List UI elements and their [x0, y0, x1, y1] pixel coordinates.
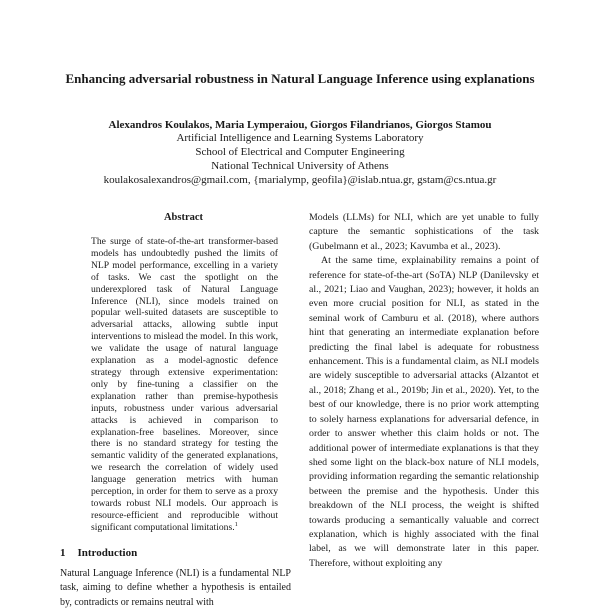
affiliation-lab: Artificial Intelligence and Learning Systems Laboratory	[176, 132, 424, 144]
introduction-paragraph: Natural Language Inference (NLI) is a fundamental NLP task, aiming to define whether a hypothesis is entailed by, contradicts or remains neutral with	[60, 568, 291, 608]
section-title: Introduction	[77, 547, 138, 559]
section-number: 1	[60, 547, 66, 559]
paragraph-explainability: At the same time, explainability remains a point of reference for state-of-the-art (SoTA) NLP (Danilevsky et al., 2021; Liao and Vaughan, 2023); however, it holds an even more crucial position for NLI, as stated in the seminal work of Camburu et al. (2018), where authors hint that generating an intermediate explanation before predicting the final label is adequate for robustness enhancement. This is a fundamental claim, as NLI models are widely susceptible to adversarial attacks (Alzantot et al., 2018; Zhang et al., 2019b; Jin et al., 2020). Yet, to the best of our knowledge, there is no prior work attempting to solely harness explanations for adversarial defence, in order to answer whether this claim holds or not. The additional power of intermediate explanations is that they shed some light on the black-box nature of NLI models, providing information regarding the semantic relationship between the premise and the hypothesis. Under this breakdown of the NLI process, the weight is shifted towards producing a semantically valuable and correct explanation, which is highly associated with the final label, as we will demonstrate later in this paper. Therefore, without exploiting any	[309, 255, 539, 569]
paragraph-continued: Models (LLMs) for NLI, which are yet unable to fully capture the semantic sophistications of the task (Gubelmann et al., 2023; Kavumba et al., 2023).	[309, 212, 539, 252]
paper-title: Enhancing adversarial robustness in Natural Language Inference using explanations	[65, 71, 535, 86]
affiliation-university: National Technical University of Athens	[211, 160, 389, 172]
abstract-body: The surge of state-of-the-art transformer-based models has undoubtedly pushed the limits of NLP model performance, excelling in a variety of tasks. We cast the spotlight on the underexplored task of Natural Language Inference (NLI), since models trained on popular well-suited datasets are susceptible to adversarial attacks, allowing subtle input interventions to mislead the model. In this work, we validate the usage of natural language explanation as a model-agnostic defence strategy through extensive experimentation: only by fine-tuning a classifier on the explanation rather than premise-hypothesis inputs, robustness under various adversarial attacks is achieved in comparison to explanation-free baselines. Moreover, since there is no standard strategy for testing the semantic validity of the generated explanations, we research the correlation of widely used language generation metrics with human perception, in order for them to serve as a proxy towards robust NLI models. Our approach is resource-efficient and reproducible without significant computational limitations.	[91, 236, 278, 533]
right-column-text	[309, 211, 539, 571]
abstract-text	[91, 236, 278, 534]
section-heading-introduction	[60, 547, 137, 559]
footnote-marker: 1	[234, 520, 238, 528]
affiliation-school: School of Electrical and Computer Engineering	[195, 146, 405, 158]
author-emails: koulakosalexandros@gmail.com, {marialymp, geofila}@islab.ntua.gr, gstam@cs.ntua.gr	[103, 174, 497, 186]
author-list: Alexandros Koulakos, Maria Lymperaiou, Giorgos Filandrianos, Giorgos Stamou	[108, 119, 492, 131]
abstract-heading: Abstract	[163, 212, 204, 223]
